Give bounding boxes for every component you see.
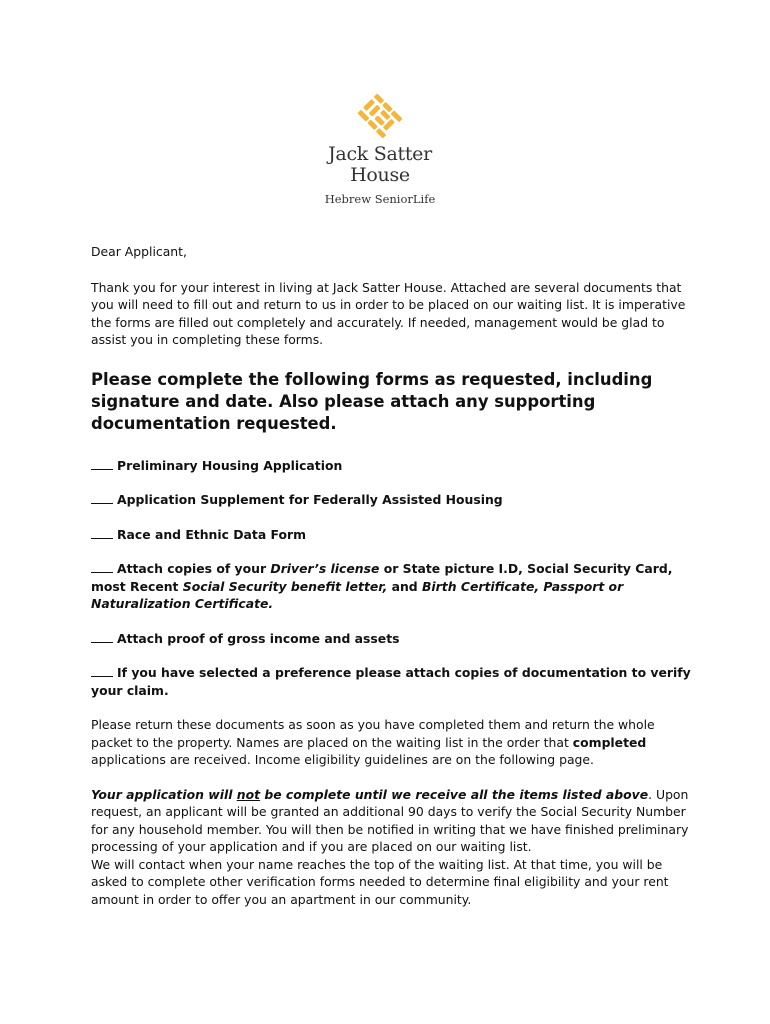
checklist-item-preliminary-application: Preliminary Housing Application (91, 457, 691, 475)
logo (300, 88, 460, 206)
logo-name-line2: House (350, 164, 410, 186)
letter-body (91, 243, 691, 908)
waiting-list-paragraph: We will contact when your name reaches the top of the waiting list. At that time, you will be asked to complete other verification forms needed to determine final eligibility and your rent amount in order to offer you an apartment in our community. (91, 856, 669, 907)
return-instructions-paragraph: Please return these documents as soon as you have completed them and return the whole packet to the property. Names are placed on the waiting list in the order that completed applications are received. Income eligibility guidelines are on the following page. (91, 717, 655, 767)
checklist-item-identification-copies: Attach copies of your Driver’s license or State picture I.D, Social Security Card, most Recent Social Security benefit letter, and Birth Certificate, Passport or Naturalization Certificate. (91, 561, 673, 611)
checklist-item-income-proof: Attach proof of gross income and assets (91, 630, 691, 648)
intro-paragraph: Thank you for your interest in living at Jack Satter House. Attached are several documents that you will need to fill out and return to us in order to be placed on our waiting list. It is imperative the forms are filled out completely and accurately. If needed, management would be glad to assist you in completing these forms. (91, 279, 686, 347)
logo-name-line1: Jack Satter (328, 143, 432, 165)
checklist-item-application-supplement: Application Supplement for Federally Assisted Housing (91, 491, 691, 509)
checkbox-blank-line[interactable] (91, 528, 113, 539)
checkbox-blank-line[interactable] (91, 632, 113, 643)
checkbox-blank-line[interactable] (91, 666, 113, 677)
checklist-item-race-ethnic-form: Race and Ethnic Data Form (91, 526, 691, 544)
instructions-headline: Please complete the following forms as requested, including signature and date. Also please attach any supporting documentation requested. (91, 369, 653, 433)
logo-subtitle: Hebrew SeniorLife (324, 192, 436, 206)
checkbox-blank-line[interactable] (91, 459, 113, 470)
checkbox-blank-line[interactable] (91, 562, 113, 573)
checklist-item-preference-documentation: If you have selected a preference please attach copies of documentation to verify your claim. (91, 665, 691, 698)
completion-warning-paragraph: Your application will not be complete until we receive all the items listed above. Upon request, an applicant will be granted an additional 90 days to verify the Social Security Number for any household member. You will then be notified in writing that we have finished preliminary processing of your application and if you are placed on our waiting list. (91, 786, 689, 854)
checkbox-blank-line[interactable] (91, 493, 113, 504)
woven-square-icon (352, 88, 408, 144)
salutation: Dear Applicant, (91, 244, 187, 259)
